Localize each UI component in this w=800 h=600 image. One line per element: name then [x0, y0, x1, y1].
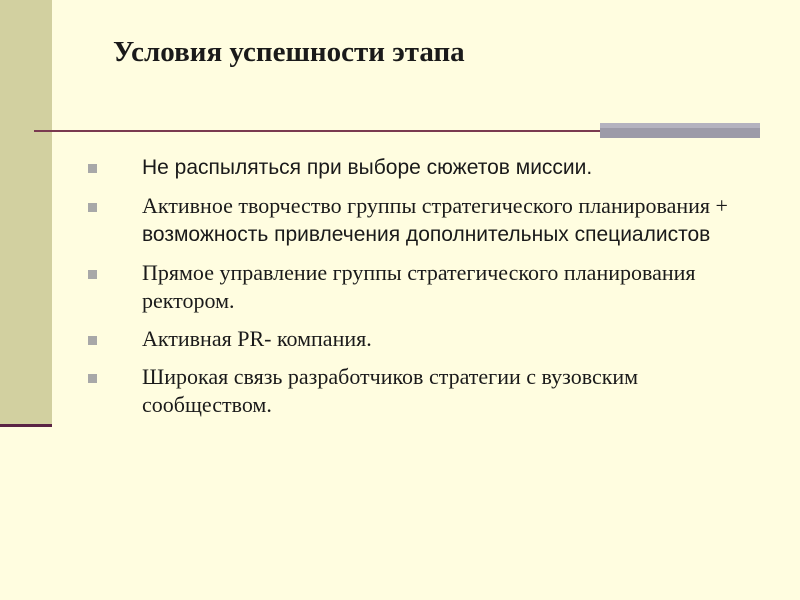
bullet-item	[88, 192, 728, 249]
bullet-text: Не распыляться при выборе сюжетов миссии.	[142, 156, 593, 179]
title-divider-block-highlight	[600, 123, 760, 128]
bullet-list	[88, 153, 728, 429]
left-accent-bar-edge	[0, 424, 52, 427]
slide-title: Условия успешности этапа	[113, 36, 465, 68]
square-bullet-icon	[88, 374, 97, 383]
bullet-text: Активная PR- компания.	[142, 326, 372, 351]
bullet-item	[88, 153, 728, 182]
bullet-text: Прямое управление группы стратегического планирования ректором.	[142, 260, 696, 313]
square-bullet-icon	[88, 336, 97, 345]
square-bullet-icon	[88, 270, 97, 279]
title-divider-line	[34, 130, 600, 132]
bullet-item	[88, 259, 728, 315]
bullet-text: Активное творчество группы стратегического планирования +	[142, 193, 728, 218]
bullet-text: Широкая связь разработчиков стратегии с вузовским сообществом.	[142, 364, 639, 417]
left-accent-bar	[0, 0, 52, 427]
bullet-item	[88, 363, 728, 419]
square-bullet-icon	[88, 164, 97, 173]
square-bullet-icon	[88, 203, 97, 212]
bullet-text-continuation: возможность привлечения дополнительных специалистов	[142, 223, 711, 246]
bullet-item	[88, 325, 728, 353]
